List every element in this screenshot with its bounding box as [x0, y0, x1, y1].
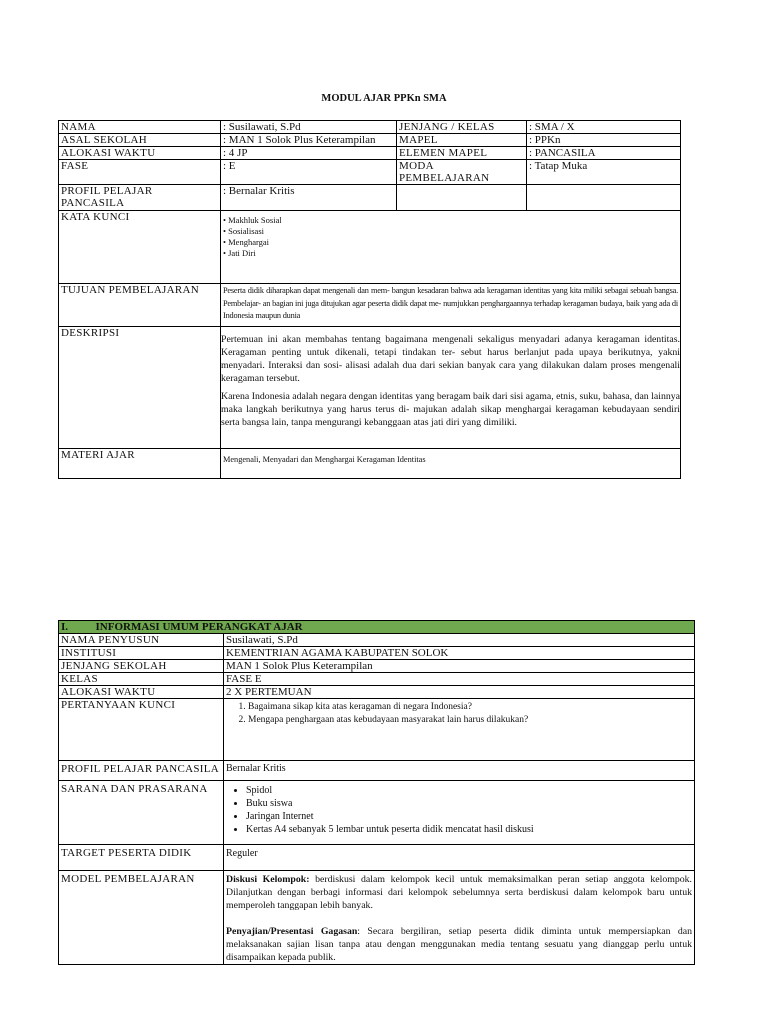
list-item: • Jati Diri [223, 248, 678, 259]
alokasi-waktu-value: 2 X PERTEMUAN [224, 686, 695, 699]
model-text-presentasi: : Secara bergiliran, setiap peserta didik diminta untuk mempersiapkan dan melaksanakan sajian lisan tanpa atau dengan menggunakan media tentang sesuatu yang dianggap perlu untuk disampaikan kepada publik. [226, 926, 692, 963]
target-peserta-value: Reguler [224, 845, 695, 871]
pertanyaan-kunci-label: PERTANYAAN KUNCI [59, 699, 224, 761]
list-item: • Spidol [246, 784, 692, 797]
kata-kunci-label: KATA KUNCI [59, 211, 221, 284]
profil-pelajar-value: Bernalar Kritis [224, 761, 695, 781]
tujuan-pembelajaran-label: TUJUAN PEMBELAJARAN [59, 284, 221, 327]
model-term-presentasi: Penyajian/Presentasi Gagasan [226, 926, 358, 937]
nama-value: : Susilawati, S.Pd [221, 121, 397, 134]
institusi-label: INSTITUSI [59, 647, 224, 660]
alokasi-waktu-label: ALOKASI WAKTU [59, 147, 221, 160]
list-item: • Sosialisasi [223, 226, 678, 237]
jenjang-sekolah-label: JENJANG SEKOLAH [59, 660, 224, 673]
materi-ajar-label: MATERI AJAR [59, 449, 221, 479]
list-item: 1. Bagaimana sikap kita atas keragaman di negara Indonesia? [248, 701, 692, 714]
moda-pembelajaran-label: MODA PEMBELAJARAN [397, 160, 527, 185]
materi-ajar-value: Mengenali, Menyadari dan Menghargai Keragaman Identitas [223, 455, 426, 464]
empty-cell [397, 185, 527, 211]
informasi-umum-table [58, 620, 695, 965]
model-paragraph-2 [226, 925, 692, 964]
model-paragraph-1 [226, 873, 692, 912]
sarana-prasarana-list [226, 784, 692, 836]
list-item: • Buku siswa [246, 797, 692, 810]
model-pembelajaran-label: MODEL PEMBELAJARAN [59, 871, 224, 965]
moda-pembelajaran-value: : Tatap Muka [527, 160, 681, 185]
section-header: I. INFORMASI UMUM PERANGKAT AJAR [59, 621, 695, 634]
jenjang-sekolah-value: MAN 1 Solok Plus Keterampilan [224, 660, 695, 673]
mapel-value: : PPKn [527, 134, 681, 147]
kelas-label: KELAS [59, 673, 224, 686]
profil-pelajar-label: PROFIL PELAJAR PANCASILA [59, 761, 224, 781]
jenjang-label: JENJANG / KELAS [397, 121, 527, 134]
empty-cell [527, 185, 681, 211]
deskripsi-paragraph-1: Pertemuan ini akan membahas tentang bagaimana mengenali sekaligus menyadari adanya keragaman identitas. Keragaman penting untuk dikenali, tetapi tindakan ter- sebut harus berlanjut pada upaya berikutnya, yakni menyadari. Interaksi dan sosi- alisasi adalah dua dari sekian banyak cara yang dilakukan dalam proses mengenali keragaman tersebut. [221, 334, 680, 384]
profil-pelajar-label: PROFIL PELAJAR PANCASILA [59, 185, 221, 211]
asal-sekolah-label: ASAL SEKOLAH [59, 134, 221, 147]
institusi-value: KEMENTRIAN AGAMA KABUPATEN SOLOK [224, 647, 695, 660]
identity-table [58, 120, 681, 479]
kelas-value: FASE E [224, 673, 695, 686]
deskripsi-label: DESKRIPSI [59, 327, 221, 449]
list-item: 2. Mengapa penghargaan atas kebudayaan masyarakat lain harus dilakukan? [248, 714, 692, 727]
tujuan-pembelajaran-value: Peserta didik diharapkan dapat mengenali dan mem- bangun kesadaran bahwa ada keragaman identitas yang kita miliki sebagai sebuah bangsa. Pembelajar- an bagian ini juga ditujukan agar peserta didik dapat me- numjukkan penghargaannya terhadap keragaman budaya, baik yang ada di Indonesia maupun dunia [223, 286, 678, 320]
profil-pelajar-value: : Bernalar Kritis [221, 185, 397, 211]
nama-penyusun-value: Susilawati, S.Pd [224, 634, 695, 647]
sarana-prasarana-label: SARANA DAN PRASARANA [59, 781, 224, 845]
elemen-mapel-value: : PANCASILA [527, 147, 681, 160]
asal-sekolah-value: : MAN 1 Solok Plus Keterampilan [221, 134, 397, 147]
alokasi-waktu-label: ALOKASI WAKTU [59, 686, 224, 699]
pertanyaan-kunci-list [226, 701, 692, 727]
mapel-label: MAPEL [397, 134, 527, 147]
deskripsi-paragraph-2: Karena Indonesia adalah negara dengan identitas yang beragam baik dari sisi agama, etnis, suku, bahasa, dan lainnya maka langkah berikutnya yang harus terus di- majukan adalah sikap menghargai keragaman kebudayaan sendiri serta bangsa lain, tanpa mengurangi kebanggaan atas jati diri yang dimiliki. [221, 391, 680, 428]
model-text-diskusi: berdiskusi dalam kelompok kecil untuk memaksimalkan peran setiap anggota kelompok. Dilanjutkan dengan berbagi informasi dari kelompok sebelumnya serta berdiskusi dalam kelompok baru untuk memperoleh tanggapan lebih banyak. [226, 874, 692, 911]
model-term-diskusi: Diskusi Kelompok: [226, 874, 310, 885]
fase-value: : E [221, 160, 397, 185]
list-item: • Makhluk Sosial [223, 215, 678, 226]
alokasi-waktu-value: : 4 JP [221, 147, 397, 160]
list-item: • Kertas A4 sebanyak 5 lembar untuk peserta didik mencatat hasil diskusi [246, 823, 692, 836]
kata-kunci-list [223, 215, 678, 259]
list-item: • Jaringan Internet [246, 810, 692, 823]
target-peserta-label: TARGET PESERTA DIDIK [59, 845, 224, 871]
jenjang-value: : SMA / X [527, 121, 681, 134]
nama-label: NAMA [59, 121, 221, 134]
list-item: • Menghargai [223, 237, 678, 248]
fase-label: FASE [59, 160, 221, 185]
elemen-mapel-label: ELEMEN MAPEL [397, 147, 527, 160]
nama-penyusun-label: NAMA PENYUSUN [59, 634, 224, 647]
document-title: MODUL AJAR PPKn SMA [321, 93, 447, 104]
